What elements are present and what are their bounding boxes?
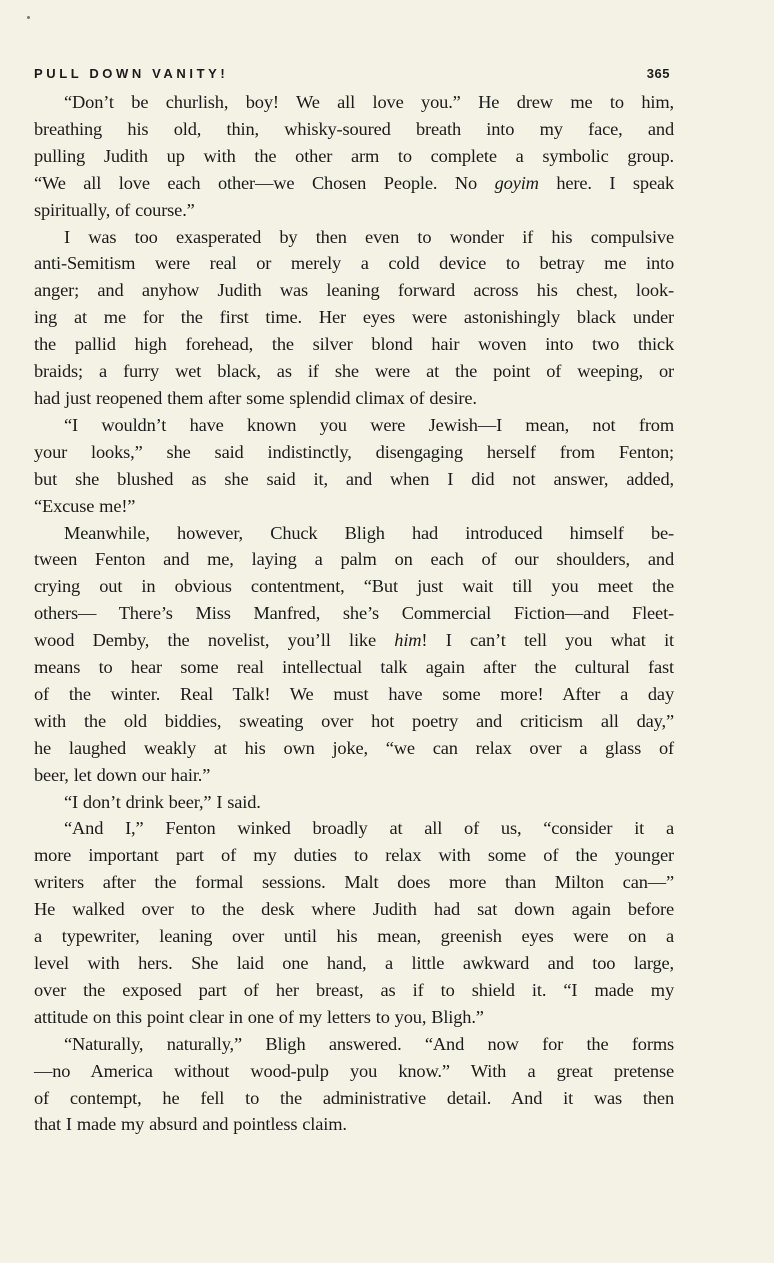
text-line xyxy=(34,358,674,385)
text-run: the pallid high forehead, the silver blond hair woven into two thick xyxy=(34,334,674,355)
text-line xyxy=(34,842,674,869)
italic-word: goyim xyxy=(494,172,539,193)
text-line xyxy=(34,412,674,439)
text-line xyxy=(34,1031,674,1058)
text-line xyxy=(34,250,674,277)
text-line xyxy=(34,143,674,170)
text-run: “Excuse me!” xyxy=(34,495,136,516)
text-run: He walked over to the desk where Judith had sat down again before xyxy=(34,899,674,920)
text-run: he laughed weakly at his own joke, “we can relax over a glass of xyxy=(34,737,674,758)
text-run: over the exposed part of her breast, as if to shield it. “I made my xyxy=(34,979,674,1000)
text-line xyxy=(34,977,674,1004)
text-line xyxy=(34,331,674,358)
text-run: had just reopened them after some splendid climax of desire. xyxy=(34,387,477,408)
text-line xyxy=(34,1111,674,1138)
text-line xyxy=(34,789,674,816)
text-line xyxy=(34,1004,674,1031)
text-run: anger; and anyhow Judith was leaning forward across his chest, look- xyxy=(34,280,674,301)
text-line xyxy=(34,116,674,143)
text-line xyxy=(34,493,674,520)
text-run: a typewriter, leaning over until his mean, greenish eyes were on a xyxy=(34,926,674,947)
text-line xyxy=(34,1058,674,1085)
text-run: “Naturally, naturally,” Bligh answered. “And now for the forms xyxy=(64,1033,674,1054)
text-run: breathing his old, thin, whisky-soured breath into my face, and xyxy=(34,118,674,139)
text-run: ! I can’t tell you what it xyxy=(421,630,674,651)
text-run: with the old biddies, sweating over hot poetry and criticism all day,” xyxy=(34,710,674,731)
text-run: means to hear some real intellectual talk again after the cultural fast xyxy=(34,657,674,678)
text-run: spiritually, of course.” xyxy=(34,199,195,220)
text-line xyxy=(34,170,674,197)
text-line xyxy=(34,762,674,789)
text-run: writers after the formal sessions. Malt does more than Milton can—” xyxy=(34,872,674,893)
text-line xyxy=(34,277,674,304)
text-run: your looks,” she said indistinctly, disengaging herself from Fenton; xyxy=(34,441,674,462)
page-speck xyxy=(27,16,30,19)
text-run: “Don’t be churlish, boy! We all love you.” He drew me to him, xyxy=(64,92,674,112)
text-line xyxy=(34,950,674,977)
text-line xyxy=(34,654,674,681)
running-head xyxy=(34,62,670,84)
text-line xyxy=(34,1085,674,1112)
italic-word: him xyxy=(394,630,422,651)
text-line xyxy=(34,573,674,600)
text-line xyxy=(34,869,674,896)
text-line xyxy=(34,224,674,251)
text-run: ing at me for the first time. Her eyes were astonishingly black under xyxy=(34,307,674,328)
body-text xyxy=(34,89,674,1138)
text-line xyxy=(34,89,674,116)
text-run: tween Fenton and me, laying a palm on each of our shoulders, and xyxy=(34,549,674,570)
text-run: crying out in obvious contentment, “But just wait till you meet the xyxy=(34,576,674,597)
text-run: more important part of my duties to relax with some of the younger xyxy=(34,845,674,866)
text-line xyxy=(34,815,674,842)
text-line xyxy=(34,546,674,573)
text-line xyxy=(34,735,674,762)
text-run: of the winter. Real Talk! We must have some more! After a day xyxy=(34,683,674,704)
text-line xyxy=(34,304,674,331)
text-run: “We all love each other—we Chosen People. No xyxy=(34,172,495,193)
text-run: others— There’s Miss Manfred, she’s Commercial Fiction—and Fleet- xyxy=(34,603,674,624)
text-line xyxy=(34,681,674,708)
text-line xyxy=(34,466,674,493)
text-line xyxy=(34,197,674,224)
text-run: beer, let down our hair.” xyxy=(34,764,211,785)
text-run: “I wouldn’t have known you were Jewish—I mean, not from xyxy=(64,414,674,435)
text-run: pulling Judith up with the other arm to complete a symbolic group. xyxy=(34,145,674,166)
text-line xyxy=(34,385,674,412)
text-run: “And I,” Fenton winked broadly at all of us, “consider it a xyxy=(64,818,674,839)
text-run: braids; a furry wet black, as if she were at the point of weeping, or xyxy=(34,361,674,382)
text-line xyxy=(34,600,674,627)
text-line xyxy=(34,708,674,735)
text-line xyxy=(34,627,674,654)
text-line xyxy=(34,923,674,950)
text-run: attitude on this point clear in one of my letters to you, Bligh.” xyxy=(34,1006,484,1027)
text-run: “I don’t drink beer,” I said. xyxy=(64,791,261,812)
text-run: Meanwhile, however, Chuck Bligh had introduced himself be- xyxy=(64,522,674,543)
page-number: 365 xyxy=(646,65,670,81)
text-run: —no America without wood-pulp you know.” With a great pretense xyxy=(34,1060,674,1081)
text-run: wood Demby, the novelist, you’ll like xyxy=(34,630,395,651)
text-run: but she blushed as she said it, and when I did not answer, added, xyxy=(34,468,674,489)
running-title: PULL DOWN VANITY! xyxy=(34,65,229,81)
text-line xyxy=(34,439,674,466)
text-run: I was too exasperated by then even to wonder if his compulsive xyxy=(64,226,674,247)
text-run: that I made my absurd and pointless claim. xyxy=(34,1114,347,1135)
text-run: here. I speak xyxy=(538,172,675,193)
text-line xyxy=(34,520,674,547)
text-run: level with hers. She laid one hand, a little awkward and too large, xyxy=(34,953,674,973)
text-line xyxy=(34,896,674,923)
text-run: of contempt, he fell to the administrative detail. And it was then xyxy=(34,1087,674,1108)
text-run: anti-Semitism were real or merely a cold device to betray me into xyxy=(34,253,674,274)
